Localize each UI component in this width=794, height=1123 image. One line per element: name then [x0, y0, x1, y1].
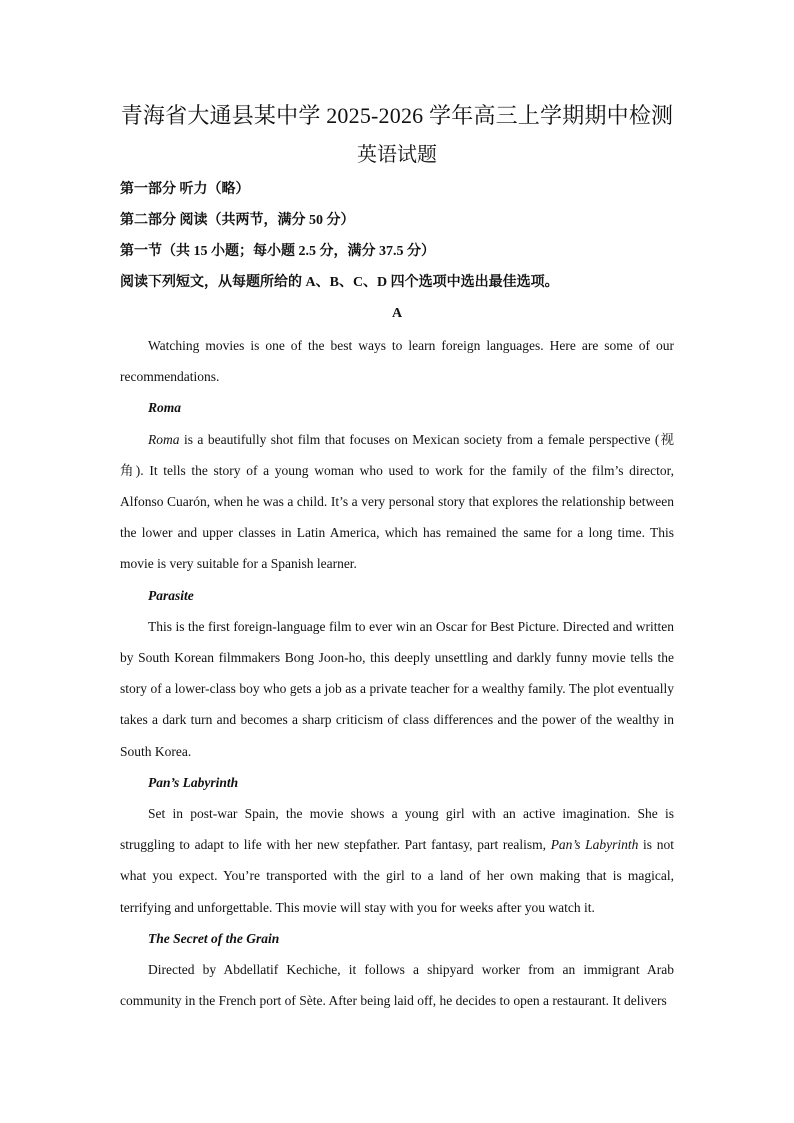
movie-body-pans-after: is not what you expect. You’re transported with the girl to a land of her own making that is magical, terrifying and unforgettable. This movie will stay with you for weeks after you watch it. [120, 837, 674, 915]
part1-heading: 第一部分 听力（略） [120, 182, 250, 197]
movie-body-roma-text: is a beautifully shot film that focuses on Mexican society from a female perspective (视角). It tells the story of a young woman who used to work for the family of the film’s director, Alfonso Cuarón, when he was a child. It’s a very personal story that explores the relationship between the lower and upper classes in Latin America, which has remained the same for a long time. This movie is very suitable for a Spanish learner. [120, 431, 674, 572]
section1-heading: 第一节（共 15 小题；每小题 2.5 分，满分 37.5 分） [120, 244, 435, 259]
instruction-text: 阅读下列短文，从每题所给的 A、B、C、D 四个选项中选出最佳选项。 [120, 275, 559, 290]
movie-title-pans-labyrinth: Pan’s Labyrinth [148, 774, 239, 790]
movie-body-roma [120, 424, 674, 580]
movie-title-secret-of-the-grain: The Secret of the Grain [148, 930, 280, 946]
exam-page [120, 100, 674, 1016]
movie-body-parasite: This is the first foreign-language film to ever win an Oscar for Best Picture. Directed and written by South Korean filmmakers Bong Joon-ho, this deeply unsettling and darkly funny movie tells the story of a lower-class boy who gets a job as a private teacher for a wealthy family. The plot eventually takes a dark turn and becomes a sharp criticism of class differences and the power of the wealthy in South Korea. [120, 618, 674, 759]
part2-heading: 第二部分 阅读（共两节，满分 50 分） [120, 213, 355, 228]
movie-title-roma: Roma [148, 400, 182, 416]
movie-body-secret-of-the-grain: Directed by Abdellatif Kechiche, it follows a shipyard worker from an immigrant Arab community in the French port of Sète. After being laid off, he decides to open a restaurant. It delivers [120, 962, 674, 1009]
movie-title-parasite: Parasite [148, 587, 194, 603]
passage-intro: Watching movies is one of the best ways to learn foreign languages. Here are some of our recommendations. [120, 338, 674, 385]
movie-body-pans-italic: Pan’s Labyrinth [550, 837, 639, 853]
movie-body-pans-labyrinth [120, 798, 674, 923]
exam-subtitle: 英语试题 [357, 144, 437, 166]
passage-label: A [391, 306, 403, 321]
movie-body-pans-before: Set in post-war Spain, the movie shows a young girl with an active imagination. She is struggling to adapt to life with her new stepfather. Part fantasy, part realism, [120, 806, 674, 853]
exam-title: 青海省大通县某中学 2025-2026 学年高三上学期期中检测 [120, 103, 674, 128]
movie-body-roma-italic: Roma [148, 431, 180, 447]
